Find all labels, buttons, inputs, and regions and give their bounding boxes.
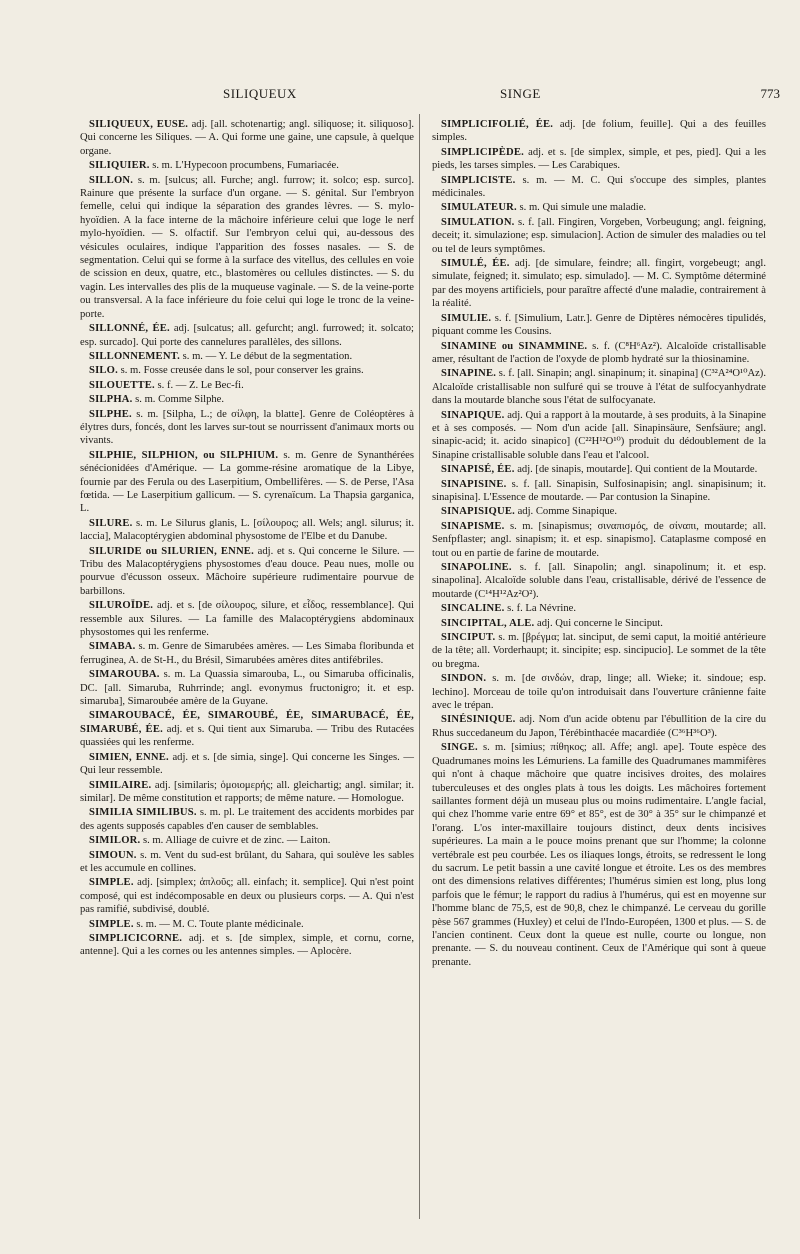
entry-definition: adj. Comme Sinapique. (514, 506, 618, 518)
entry-headword: SIMILIA SIMILIBUS. (89, 807, 197, 819)
entry-definition: s. f. [all. Fingiren, Vorgeben, Vorbeugung; angl. feigning, deceit; it. simulazione; esp. simulacion]. Action de simuler des maladies ou tel ou tel de leurs symptômes. (432, 216, 766, 255)
entry-headword: SINDON. (441, 673, 487, 685)
entry-definition: adj. et s. [de σίλουρος, silure, et εἶδος, ressemblance]. Qui ressemble aux Silures. — La famille des Malacoptérygiens abdominaux physostomes qui les renferme. (80, 600, 414, 639)
dictionary-entry (80, 876, 414, 916)
dictionary-entry (432, 617, 766, 630)
entry-definition: s. f. [all. Sinapin; angl. sinapinum; it. sinapina] (C³²A²⁴O¹⁰Az). Alcaloïde cristallisable non sulfuré qui se trouve à l'état de sulfocyanhydrate dans la moutarde blanche sous l'état de sulfocyanate. (432, 368, 766, 407)
dictionary-entry (432, 216, 766, 256)
entry-definition: adj. Nom d'un acide obtenu par l'ébullition de la cire du Rhus succedaneum du Japon, Térébinthacée macardiée (C³⁶H³⁶O³). (432, 714, 766, 739)
dictionary-entry (432, 561, 766, 601)
entry-definition: s. m. — M. C. Toute plante médicinale. (133, 918, 304, 930)
dictionary-entry (432, 201, 766, 214)
entry-definition: s. m. Comme Silphe. (132, 394, 225, 406)
entry-definition: adj. et s. Qui concerne le Silure. — Tribu des Malacoptérygiens physostomes d'eau douce. Peau nues, molle ou pourvue d'écusson osseux. Mâchoire supérieure rudimentaire pourvue de barbillons. (80, 545, 414, 597)
left-column (80, 118, 414, 960)
dictionary-entry (80, 379, 414, 392)
entry-headword: SIMABA. (89, 641, 136, 653)
dictionary-entry (80, 918, 414, 931)
dictionary-entry (432, 312, 766, 339)
entry-definition: s. f. (C⁸H⁶Az²). Alcaloïde cristallisable amer, résultant de l'action de l'oxyde de plomb hydraté sur la thiosinamine. (432, 340, 766, 365)
entry-definition: s. m. — Y. Le début de la segmentation. (180, 350, 353, 362)
dictionary-entry (432, 631, 766, 671)
entry-headword: SINAPOLINE. (441, 562, 512, 573)
entry-headword: SILURE. (89, 517, 133, 529)
dictionary-entry (80, 408, 414, 448)
entry-headword: SINCALINE. (441, 603, 505, 615)
entry-headword: SINAPISINE. (441, 478, 507, 490)
dictionary-entry (80, 932, 414, 959)
entry-definition: s. m. [de σινδών, drap, linge; all. Wieke; it. sindoue; esp. lechino]. Morceau de toile qu'on introduisait dans l'ouverture crânienne faite avec le trépan. (432, 673, 766, 712)
dictionary-entry (80, 322, 414, 349)
entry-definition: s. m. [sinapismus; σιναπισμός, de σίναπι, moutarde; all. Senfpflaster; angl. sinapism; it. et esp. sinapismo]. Cataplasme composé en tout ou en partie de farine de moutarde. (432, 520, 766, 559)
dictionary-entry (80, 159, 414, 172)
entry-headword: SIMOUN. (89, 849, 137, 861)
entry-headword: SILIQUEUX, EUSE. (89, 119, 189, 130)
entry-definition: s. m. [βρέγμα; lat. sinciput, de semi caput, la moitié antérieure de la tête; all. Vorderhaupt; it. sincipite; esp. sincipucio]. Le sommet de la tête ou bregma. (432, 632, 766, 670)
dictionary-entry (80, 668, 414, 708)
entry-headword: SILLONNEMENT. (89, 350, 180, 362)
entry-definition: adj. et s. [de simia, singe]. Qui concerne les Singes. — Qui leur ressemble. (80, 751, 414, 777)
entry-headword: SILUROÏDE. (89, 600, 154, 612)
entry-definition: s. m. [sulcus; all. Furche; angl. furrow; it. solco; esp. surco]. Rainure que présente la surface d'un organe. — S. génital. Sur l'embryon femelle, celui qui indique la séparation des grandes lèvres. — S. mylo-hyoïdien. A la face interne de la mâchoire inférieure celui que loge le nerf mylo-hyoïdien. — S. olfactif. Sur l'embryon celui qui, au-dessous des vésicules oculaires, indique l'apparition des fosses nasales. — S. de segmentation. Celui qui se forme à la surface des vitellus, des cellules en voie de scission en deux, quatre, etc., blastomères ou cellules distinctes. — S. du vagin. Les intervalles des plis de la muqueuse vaginale. — S. de la veine-porte ou transversal. A la face inférieure du foie celui qui loge le tronc de la veine-porte. (80, 174, 414, 320)
entry-headword: SIMPLICIPÈDE. (441, 146, 524, 158)
column-divider (419, 114, 420, 1219)
entry-definition: adj. et s. [de simplex, simple, et pes, pied]. Qui a les pieds, les tarses simples. — Les Carabiques. (432, 146, 766, 172)
entry-definition: s. m. Le Silurus glanis, L. [σίλουρος; all. Wels; angl. silurus; it. laccia], Malacoptérygien abdominal physostome de l'Elbe et du Danube. (80, 517, 414, 543)
dictionary-entry (80, 350, 414, 363)
dictionary-entry (432, 505, 766, 518)
dictionary-entry (432, 409, 766, 463)
dictionary-entry (80, 364, 414, 377)
entry-headword: SINAPISIQUE. (441, 506, 515, 518)
dictionary-entry (432, 713, 766, 740)
entry-headword: SINAPISME. (441, 520, 505, 532)
entry-headword: SILO. (89, 365, 118, 377)
entry-definition: adj. [all. schotenartig; angl. siliquose; it. siliquoso]. Qui concerne les Siliques. — A. Qui forme une gaine, une capsule, à quelque organe. (80, 119, 414, 157)
entry-definition: s. m. — M. C. Qui s'occupe des simples, plantes médicinales. (432, 174, 766, 200)
left-running-head: SILIQUEUX (223, 86, 297, 101)
entry-headword: SILPHIE, SILPHION, ou SILPHIUM. (89, 449, 279, 461)
entry-definition: s. m. Vent du sud-est brûlant, du Sahara, qui soulève les sables et les accumule en collines. (80, 849, 414, 874)
entry-headword: SIMILOR. (89, 835, 141, 847)
entry-headword: SINÉSINIQUE. (441, 714, 516, 726)
entry-headword: SIMULÉ, ÉE. (441, 258, 510, 270)
entry-definition: s. f. [Simulium, Latr.]. Genre de Diptères némocères tipulidés, piquant comme les Cousins. (432, 312, 766, 338)
entry-headword: SIMPLE. (89, 918, 134, 930)
entry-definition: s. m. Qui simule une maladie. (516, 202, 647, 214)
dictionary-entry (80, 640, 414, 667)
entry-headword: SIMPLE. (89, 877, 134, 889)
entry-headword: SIMIEN, ENNE. (89, 751, 169, 763)
entry-definition: s. f. [all. Sinapolin; angl. sinapolinum; it. et esp. sinapolina]. Alcaloïde soluble dans l'eau, cristallisable, dérivé de l'essence de moutarde (C¹⁴H¹²Az²O²). (432, 562, 766, 600)
dictionary-entry (432, 340, 766, 367)
entry-definition: adj. Qui concerne le Sinciput. (534, 617, 663, 629)
entry-definition: s. f. La Névrine. (504, 603, 577, 615)
entry-definition: adj. [de sinapis, moutarde]. Qui contient de la Moutarde. (514, 464, 758, 476)
entry-headword: SIMPLICISTE. (441, 174, 516, 186)
entry-headword: SINAPINE. (441, 368, 497, 380)
entry-headword: SIMAROUBACÉ, ÉE, SIMAROUBÉ, ÉE, SIMARUBACÉ, ÉE, SIMARUBÉ, ÉE. (80, 710, 414, 735)
dictionary-entry (80, 393, 414, 406)
dictionary-entry (80, 449, 414, 516)
entry-definition: s. m. La Quassia simarouba, L., ou Simaruba officinalis, DC. [all. Simaruba, Ruhrrinde; angl. evonymus fructonigro; it. et esp. simaruba], Simaroubée amère de la Guyane. (80, 669, 414, 708)
entry-headword: SILURIDE ou SILURIEN, ENNE. (89, 545, 254, 557)
entry-definition: s. m. Fosse creusée dans le sol, pour conserver les grains. (117, 365, 364, 377)
dictionary-entry (80, 779, 414, 806)
entry-definition: s. m. pl. Le traitement des accidents morbides par des agents supposés capables d'en causer de semblables. (80, 807, 414, 832)
entry-headword: SINCIPUT. (441, 632, 496, 644)
dictionary-entry (432, 672, 766, 712)
entry-definition: s. m. Genre de Simarubées amères. — Les Simaba floribunda et ferruginea, A. de St-H., du Brésil, Simarubées amères dites antifébriles. (80, 641, 414, 666)
dictionary-entry (432, 146, 766, 173)
entry-headword: SINGE. (441, 742, 478, 754)
running-header (75, 86, 780, 106)
dictionary-entry (432, 741, 766, 969)
entry-definition: adj. et s. [de simplex, simple, et cornu, corne, antenne]. Qui a les cornes ou les antennes simples. — Aplocère. (80, 932, 414, 958)
dictionary-entry (80, 834, 414, 847)
entry-headword: SINAPISÉ, ÉE. (441, 464, 515, 476)
right-running-head: SINGE (500, 86, 541, 101)
entry-headword: SIMPLICICORNE. (89, 932, 183, 944)
entry-definition: s. f. — Z. Le Bec-fi. (154, 379, 244, 391)
dictionary-entry (432, 520, 766, 560)
dictionary-entry (80, 545, 414, 599)
entry-headword: SILLONNÉ, ÉE. (89, 323, 170, 335)
entry-headword: SIMULATION. (441, 216, 515, 228)
dictionary-entry (80, 517, 414, 544)
entry-headword: SILPHA. (89, 394, 133, 406)
dictionary-entry (432, 174, 766, 201)
entry-definition: s. f. [all. Sinapisin, Sulfosinapisin; angl. sinapisinum; it. sinapisina]. L'Essence de moutarde. — Par contusion la Sinapine. (432, 478, 766, 503)
dictionary-entry (432, 602, 766, 615)
dictionary-entry (80, 709, 414, 749)
dictionary-entry (432, 118, 766, 145)
entry-headword: SIMILAIRE. (89, 779, 152, 791)
entry-headword: SIMULIE. (441, 312, 492, 324)
dictionary-entry (432, 367, 766, 407)
entry-headword: SIMULATEUR. (441, 202, 517, 214)
entry-definition: s. m. Alliage de cuivre et de zinc. — Laiton. (140, 835, 331, 847)
entry-headword: SILLON. (89, 174, 134, 186)
dictionary-entry (80, 751, 414, 778)
entry-headword: SIMPLICIFOLIÉ, ÉE. (441, 119, 554, 130)
entry-definition: adj. [sulcatus; all. gefurcht; angl. furrowed; it. solcato; esp. surcado]. Qui porte des cannelures parallèles, des sillons. (80, 323, 414, 348)
dictionary-entry (80, 174, 414, 321)
entry-definition: adj. [simplex; ἁπλοῦς; all. einfach; it. semplice]. Qui n'est point composé, qui est indécomposable en deux ou plusieurs corps. — A. Qui n'est pas ramifié, subdivisé, doublé. (80, 877, 414, 916)
entry-definition: adj. Qui a rapport à la moutarde, à ses produits, à la Sinapine et à ses composés. — Nom d'un acide [all. Sinapinsäure, Senfsäure; angl. sinapic-acid; it. acido sinapico] (C²²H¹²O¹⁰) produit du dédoublement de la Sinapine cristallisable soluble dans l'eau et l'alcool. (432, 409, 766, 461)
entry-definition: adj. [de folium, feuille]. Qui a des feuilles simples. (432, 119, 766, 144)
dictionary-entry (80, 118, 414, 158)
entry-definition: adj. [similaris; ὁμοιομερής; all. gleichartig; angl. similar; it. similar]. De même constitution et rapports; de même nature. — Homologue. (80, 779, 414, 804)
entry-definition: s. m. L'Hypecoon procumbens, Fumariacée. (149, 160, 339, 172)
entry-definition: s. m. Genre de Synanthérées sénécionidées d'Amérique. — La gomme-résine aromatique de la Libye, fournie par des Ferula ou des Laserpitium, Ombellifères. — S. de Perse, l'Asa fœtida. — Le Laserpitium gallicum. — S. cyrenaïcum. La Thapsia garganica, L. (80, 449, 414, 515)
dictionary-entry (80, 599, 414, 639)
entry-definition: adj. et s. Qui tient aux Simaruba. — Tribu des Rutacées quassiées qui les renferme. (80, 723, 414, 749)
dictionary-entry (432, 257, 766, 311)
entry-definition: s. m. [simius; πίθηκος; all. Affe; angl. ape]. Toute espèce des Quadrumanes moins les Lémuriens. La famille des Quadrumanes mammifères qui n'ont à chaque mâchoire que quatre incisives droites, des molaires tuberculeuses et des ongles plats à tous les doigts. Les mâchoires fortement saillantes forment déjà un museau plus ou moins rudimentaire. L'angle facial, qui chez l'homme varie entre 69° et 85°, est de 30° à 35° sur le chimpanzé et l'orang. L'os inter-maxillaire toujours distinct, deux dents incisives supérieures. La main a le pouce moins prenant que sur l'homme; la colonne vertébrale est peu courbée. Les os iliaques longs, étroits, se redressent le long du sacrum. Le petit bassin a une cavité longue et étroite. Les os des membres ont des dimensions relatives différentes; l'humérus simien est long, plus long parfois que le fémur; le rapport du radius à l'humérus, qui est en moyenne sur l'homme blanc de 75,5, est de 90,8, chez le chimpanzé. Le cerveau du gorille pèse 567 grammes (Huxley) et celui de l'Indo-Européen, 1300 et plus. — S. de l'ancien continent. Ceux dont la queue est nulle, courte ou longue, non prenante. — S. du nouveau continent. Ceux de l'Amérique qui sont à queue prenante. (432, 742, 766, 968)
entry-headword: SINCIPITAL, ALE. (441, 617, 535, 629)
entry-headword: SINAMINE ou SINAMMINE. (441, 340, 588, 352)
dictionary-entry (432, 463, 766, 476)
right-column (432, 118, 766, 970)
dictionary-entry (80, 806, 414, 833)
entry-headword: SINAPIQUE. (441, 409, 505, 421)
entry-headword: SILOUETTE. (89, 379, 155, 391)
entry-definition: adj. [de simulare, feindre; all. fingirt, vorgebeugt; angl. simulate, feigned; it. simulato; esp. simulado]. — M. C. Symptôme déterminé par des moyens artificiels, pour paraître affecté d'une maladie, contrairement à la réalité. (432, 258, 766, 310)
entry-definition: s. m. [Silpha, L.; de σίλφη, la blatte]. Genre de Coléoptères à élytres durs, foncés, dont les larves sur-tout se nourrissent d'animaux morts ou vivants. (80, 408, 414, 447)
page-number: 773 (760, 86, 780, 101)
entry-headword: SILIQUIER. (89, 160, 150, 172)
dictionary-entry (432, 478, 766, 505)
entry-headword: SIMAROUBA. (89, 669, 160, 681)
dictionary-entry (80, 849, 414, 876)
entry-headword: SILPHE. (89, 408, 132, 420)
